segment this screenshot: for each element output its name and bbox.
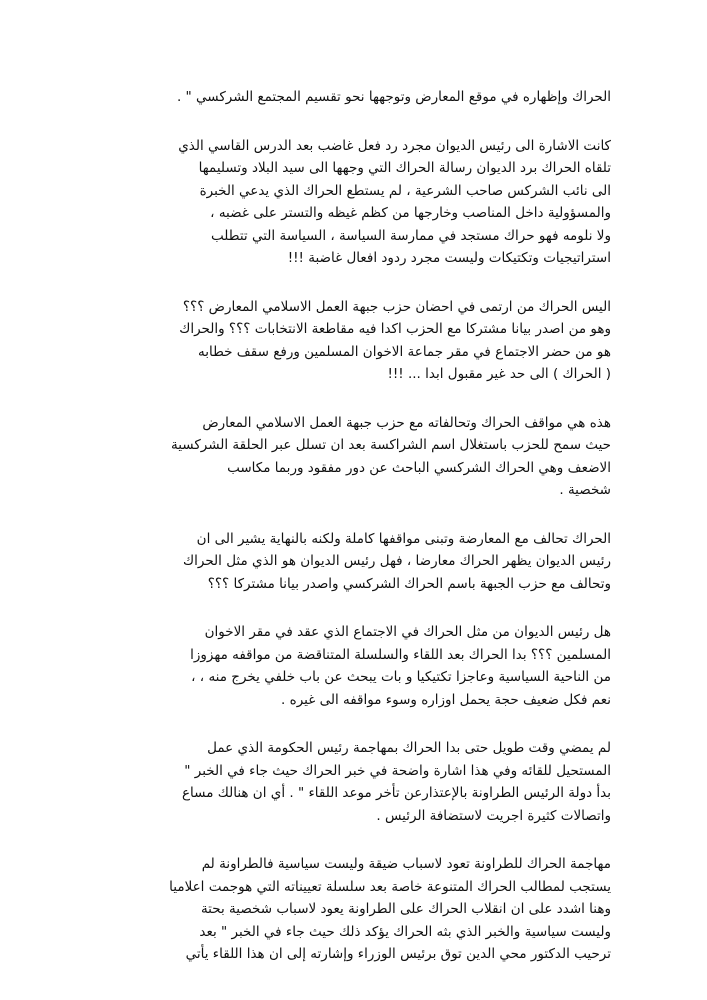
text-line: وليست سياسية والخبر الذي بثه الحراك يؤكد ذلك حيث جاء في الخبر " بعد [199,923,611,940]
text-line: الحراك تحالف مع المعارضة وتبنى مواقفها كاملة ولكنه بالنهاية يشير الى ان [196,530,611,547]
text-line: ( الحراك ) الى حد غير مقبول ابدا ... !!! [387,366,611,382]
text-line: واتصالات كثيرة اجريت لاستضافة الرئيس . [376,807,611,824]
text-line: وهو من اصدر بيانا مشتركا مع الحزب اكدا فيه مقاطعة الانتخابات ؟؟؟ والحراك [179,321,611,337]
text-line: تلقاه الحراك برد الديوان رسالة الحراك التي وجهها الى سيد البلاد وتسليمها [198,160,611,176]
text-line: المسلمين ؟؟؟ بدا الحراك بعد اللقاء والسلسلة المتناقضة من مواقفه مهزوزا [190,646,611,663]
paragraph [91,135,611,270]
paragraph [91,737,611,827]
text-line: وهنا اشدد على ان انقلاب الحراك على الطراونة يعود لاسباب شخصية بحتة [200,901,611,917]
text-line: مهاجمة الحراك للطراونة تعود لاسباب ضيقة وليست سياسية فالطراونة لم [201,856,611,872]
text-line: ترحيب الدكتور محي الدين توق برئيس الوزراء وإشارته إلى ان هذا اللقاء يأتي [185,946,611,962]
text-line: استراتيجيات وتكتيكات وليست مجرد ردود افعال غاضبة !!! [287,250,611,266]
paragraph [91,621,611,711]
text-line: من الناحية السياسية وعاجزا تكتيكيا و بات يبحث عن باب خلفي يخرج منه ، ، [191,669,611,685]
text-line: الى نائب الشركس صاحب الشرعية ، لم يستطع الحراك الذي يدعي الخبرة [199,182,611,199]
text-line: الاضعف وهي الحراك الشركسي الباحث عن دور مفقود وربما مكاسب [227,459,611,476]
paragraph [91,528,611,596]
text-line: والمسؤولية داخل المناصب وخارجها من كظم غيظه والتستر على غضبه ، [210,205,611,221]
text-line: الحراك وإظهاره في موقع المعارض وتوجهها نحو تقسيم المجتمع الشركسي " . [176,89,611,105]
text-line: حيث سمح للحزب باستغلال اسم الشراكسة بعد ان تسلل عبر الحلقة الشركسية [170,437,611,453]
text-line: يستجب لمطالب الحراك المتنوعة خاصة بعد سلسلة تعييناته التي هوجمت اعلاميا [169,878,611,895]
text-line: نعم فكل ضعيف حجة يحمل اوزاره وسوء مواقفه الى غيره . [281,691,611,708]
text-line: ولا نلومه فهو حراك مستجد في ممارسة السياسة ، السياسة التي تتطلب [211,227,611,244]
text-line: هذه هي مواقف الحراك وتحالفاته مع حزب جبهة العمل الاسلامي المعارض [202,414,611,431]
text-line: اليس الحراك من ارتمى في احضان حزب جبهة العمل الاسلامي المعارض ؟؟؟ [182,298,611,315]
paragraph [91,86,611,109]
text-line: شخصية . [559,482,611,498]
paragraph [91,853,611,966]
text-line: كانت الاشارة الى رئيس الديوان مجرد رد فعل غاضب بعد الدرس القاسي الذي [178,137,611,154]
paragraph [91,412,611,502]
text-line: المستحيل للقائه وفي هذا اشارة واضحة في خبر الحراك حيث جاء في الخبر " [184,762,611,779]
text-line: رئيس الديوان يظهر الحراك معارضا ، فهل رئيس الديوان هو الذي مثل الحراك [183,553,611,569]
text-line: وتحالف مع حزب الجبهة باسم الحراك الشركسي واصدر بيانا مشتركا ؟؟؟ [207,575,611,592]
text-line: لم يمضي وقت طويل حتى بدا الحراك بمهاجمة رئيس الحكومة الذي عمل [207,740,611,756]
text-line: هل رئيس الديوان من مثل الحراك في الاجتماع الذي عقد في مقر الاخوان [204,624,611,640]
text-line: هو من حضر الاجتماع في مقر جماعة الاخوان المسلمين ورفع سقف خطابه [197,343,611,360]
text-line: بدأ دولة الرئيس الطراونة بالإعتذارعن تأخر موعد اللقاء " . أي ان هنالك مساع [181,785,611,801]
paragraph [91,296,611,386]
document-body [91,86,611,992]
